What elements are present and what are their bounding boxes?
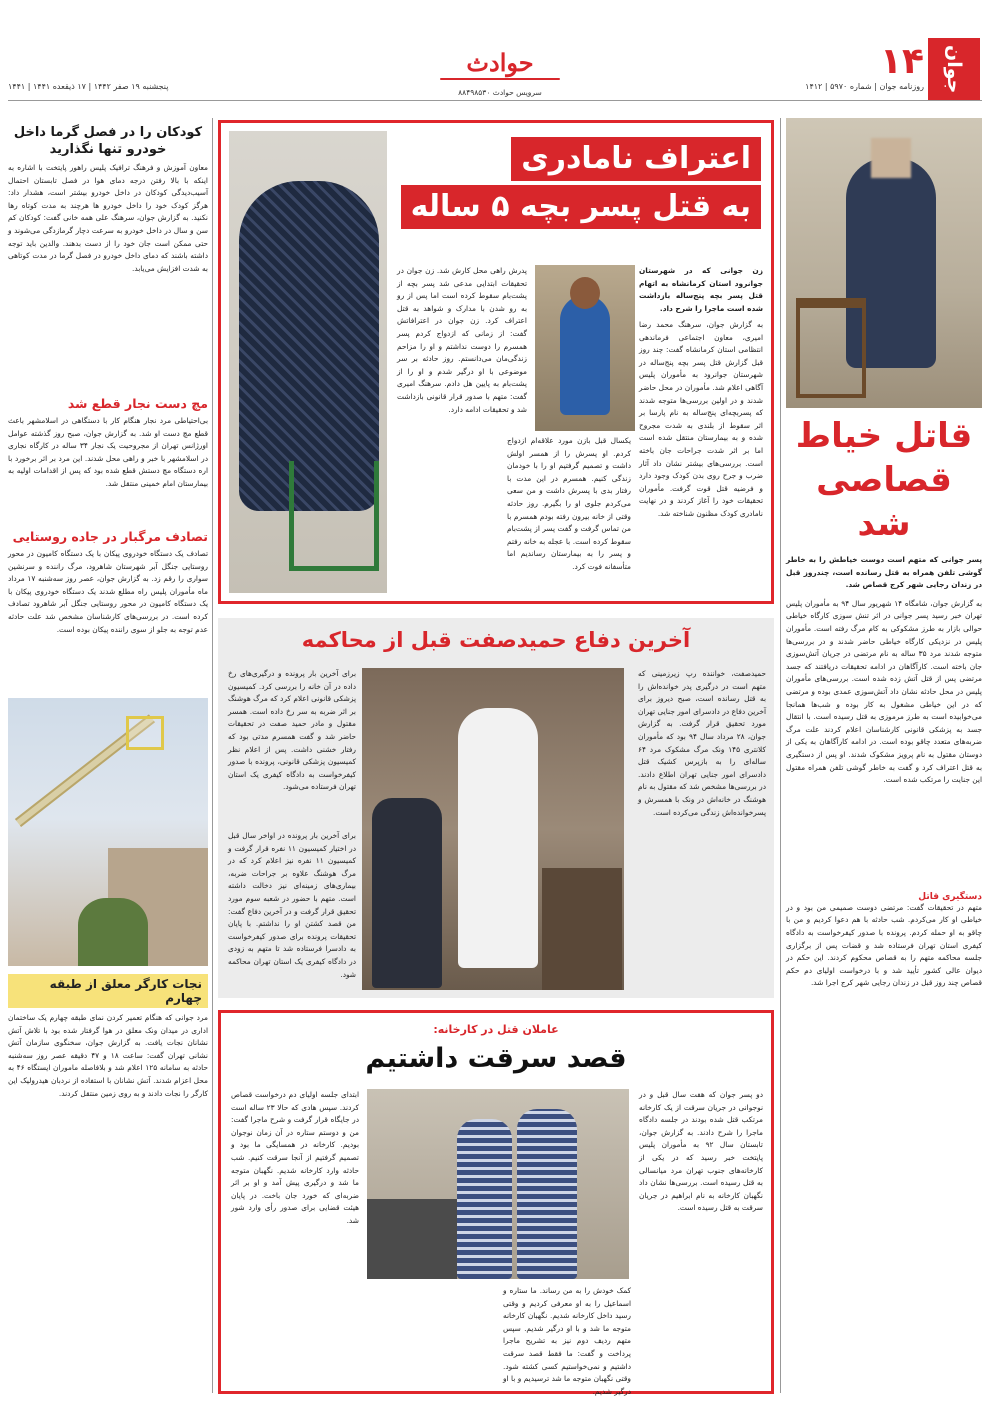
sidebar-story-3-title: تصادف مرگبار در جاده روستایی [12, 529, 208, 544]
sidebar-story-1-body: معاون آموزش و فرهنگ ترافیک پلیس راهور پایتخت با اشاره به اینکه با بالا رفتن درجه دمای هوا در فصل تابستان احتمال آسیب‌دیدگی کودکان در داخل خودرو بیشتر است، هشدار داد: هرگز کودک خود را داخل خودرو ها هرچند به مدت کوتاه رها نکنید. به گزارش جوان، سرهنگ علی همه خانی گفت: کودکان کم سن و سال در داخل خودرو به سرعت دچار گرمازدگی می‌شوند و حتی ممکن است جان خود را از دست بدهند. والدین باید توجه داشته باشند که دمای داخل خودرو در فصل گرما در مدت کوتاهی به شدت افزایش می‌یابد. [8, 163, 208, 273]
mother-col1: به گزارش جوان، سرهنگ محمد رضا امیری، معاون اجتماعی فرماندهی انتظامی استان کرمانشاه گفت: چند روز قبل گزارش قتل پسر بچه پنج‌ساله در شهرستان جوانرود به مأموران پلیس آگاهی اعلام شد. مأموران در محل حاضر شدند و در اولین بررسی‌ها متوجه شدند که پسربچه‌ای پنج‌ساله به نام پارسا بر اثر سقوط از بلندی به شدت مجروح شده و به بیمارستان منتقل شده است اما بر اثر شدت جراحات جان باخته است. بررسی‌های بیشتر نشان داد آثار ضرب و جرح روی بدن کودک وجود دارد و فرضیه قتل قوت گرفت. مأموران تحقیقات خود را آغاز کردند و در نهایت نامادری کودک مظنون شناخته شد. [639, 320, 763, 518]
section-title-text: حوادث [466, 48, 534, 77]
sidebar-column [8, 118, 208, 1393]
mother-title-line2-text: به قتل پسر بچه ۵ ساله [410, 189, 751, 224]
logo-text: جوان [943, 44, 965, 94]
page-number: ۱۴ [880, 41, 924, 82]
section-swash [440, 78, 560, 80]
defense-col3: برای آخرین بار پرونده و درگیری‌های رخ داده در آن خانه را بررسی کرد. کمیسیون پزشکی قانونی اعلام کرد که مرگ هوشنگ بر اثر ضربه به سر رخ داده است. همسر مقتول و مادر حمید صفت در تحقیقات حاضر شد و گفت همسرم مدتی بود که رفتار خشنی داشت. پس از اعلام نظر کمیسیون پزشکی قانونی، پرونده با صدور کیفرخواست به دادگاه کیفری یک استان تهران فرستاده می‌شود. [228, 669, 356, 792]
rescue-basket [126, 716, 164, 750]
mother-story [218, 120, 774, 604]
child-figure [560, 295, 610, 415]
fire-rescue-photo [8, 698, 208, 966]
officer-figure [372, 798, 442, 988]
theft-col2: کمک خودش را به من رساند. ما ستاره و اسماعیل را به او معرفی کردیم و وقتی رسید داخل کارخانه شدیم. نگهبان کارخانه متوجه ما شد و با او درگیر شدیم. سپس متهم ردیف دوم نیز به تشریح ماجرا پرداخت و گفت: ما فقط قصد سرقت داشتیم و نمی‌خواستیم کسی کشته شود. وقتی نگهبان متوجه ما شد ترسیدیم و با او درگیر شدیم. [503, 1286, 631, 1396]
defense-col4: برای آخرین بار پرونده در اواخر سال قبل در اختیار کمیسیون ۱۱ نفره قرار گرفت و کمیسیون ۱۱ نفره نیز اعلام کرد که در مرگ هوشنگ علاوه بر جراحات ضربه، بیماری‌های زمینه‌ای نیز دخالت داشته است. متهم با حضور در شعبه سوم مورد تحقیق قرار گرفت و در آخرین دفاع گفت: من قصد کشتن او را نداشتم. با پایان تحقیقات پرونده برای صدور کیفرخواست به دادسرا فرستاده شد تا متهم به زودی در دادگاه کیفری یک استان تهران محاکمه شود. [228, 831, 356, 979]
mother-title-line1-text: اعتراف نامادری [521, 141, 751, 176]
audience-shape [367, 1199, 457, 1279]
mother-title-line2 [401, 185, 761, 229]
mother-col3: پدرش راهی محل کارش شد. زن جوان در تحقیقات ابتدایی مدعی شد پسر بچه از پشت‌بام سقوط کرده است اما پس از رو به رو شدن با مدارک و شواهد به قتل اعتراف کرد. زن جوان در اعترافاتش گفت: از زمانی که ازدواج کردم پسر همسرم را دوست نداشتم و او را مزاحم زندگی‌مان می‌دانستم. روز حادثه بر سر موضوعی با او درگیر شدم و او را از پشت‌بام به پایین هل دادم. سرهنگ امیری گفت: متهم با صدور قرار قانونی بازداشت شد و تحقیقات ادامه دارد. [397, 266, 527, 414]
defendant-1-figure [517, 1109, 577, 1279]
sidebar-story-4-body: مرد جوانی که هنگام تعمیر کردن نمای طبقه چهارم یک ساختمان اداری در میدان ونک معلق در هوا گرفتار شده بود با تلاش آتش نشانان نجات یافت. به گزارش جوان، سخنگوی سازمان آتش نشانی تهران گفت: ساعت ۱۸ و ۴۷ دقیقه عصر روز سه‌شنبه حادثه به سامانه ۱۲۵ اعلام شد و بلافاصله ماموران ایستگاه ۴۶ به محل اعزام شدند. آتش نشانان با استفاده از نردبان هیدرولیک این کارگر را نجات دادند و به روی زمین منتقل کردند. [8, 1013, 209, 1098]
tree-shape [78, 898, 148, 966]
tailor-title-line1: قاتل خیاط [795, 416, 973, 456]
theft-story [218, 1010, 774, 1394]
tailor-body: به گزارش جوان، شامگاه ۱۴ شهریور سال ۹۴ به مأموران پلیس تهران خبر رسید پسر جوانی در اثر تنش سوزی کارگاه خیاطی حوالی بازار به طرز مشکوکی به کام مرگ رفته است. مأموران پلیس در نزدیکی کارگاه خیاطی حاضر شدند و در بررسی‌ها متوجه شدند مرد ۳۵ ساله به نام مرتضی در جریان آتش‌سوزی جان باخته است. کارآگاهان در ادامه تحقیقات دریافتند که جسد مرتضی پس از قتل آتش زده شده است. بررسی‌های مأموران پلیس در محل حادثه نشان داد آتش‌سوزی عمدی بوده و مرتضی که در این خیاطی مشغول به کار بوده و شب‌ها همانجا می‌خوابیده است به طرز مرموزی به قتل رسیده است. با انتقال جسد به پزشکی قانونی کارشناسان اعلام کردند علت مرگ ضربه‌های متعدد چاقو بوده است. در ادامه کارآگاهان به یکی از دوستان مقتول به نام پرویز مشکوک شدند. او پس از دستگیری به قتل اعتراف کرد و گفت به خاطر گوشی تلفن همراه مقتول این جنایت را مرتکب شده است. [786, 598, 983, 785]
defense-col1: حمیدصفت، خواننده رپ زیرزمینی که متهم است در درگیری پدر خوانده‌اش را به قتل رسانده است، صبح دیروز برای آخرین دفاع در دادسرای امور جنایی تهران مورد تحقیق قرار گرفت. به گزارش جوان، ۲۸ مرداد سال ۹۴ بود که مأموران کلانتری ۱۴۵ ونک مرگ مشکوک مرد ۶۴ ساله‌ای را به بازپرس کشیک قتل دادسرای امور جنایی تهران اطلاع دادند. در بررسی‌ها مشخص شد که مقتول به نام هوشنگ در خانه‌اش در ونک با همسرش و پسرخوانده‌اش زندگی می‌کرده است. [638, 669, 766, 817]
defense-story [218, 618, 774, 998]
sidebar-story-4-title: نجات کارگر معلق از طبقه چهارم [8, 974, 208, 1008]
suspect-face-blur [871, 138, 911, 178]
right-column-divider [780, 118, 781, 1393]
sidebar-divider [212, 118, 213, 1393]
bench-shape [542, 868, 622, 990]
header-rule [8, 100, 982, 101]
sidebar-story-1-title: کودکان را در فصل گرما داخل خودرو تنها نگذارید [13, 125, 203, 157]
child-face [570, 277, 600, 309]
theft-kicker: عاملان قتل در کارخانه: [433, 1023, 559, 1036]
tailor-subhead: دستگیری قاتل [918, 891, 982, 902]
tailor-title-line2: قصاصی شد [816, 460, 952, 544]
mother-lead: زن جوانی که در شهرستان جوانرود استان کرمانشاه به اتهام قتل پسر بچه پنج‌ساله بازداشت شده است ماجرا را شرح داد. [639, 266, 763, 313]
defendant-2-figure [457, 1119, 512, 1279]
green-chair [289, 461, 379, 571]
stepmother-photo [229, 131, 387, 593]
date-line: پنجشنبه ۱۹ صفر ۱۴۴۲ | ۱۷ ذیقعده ۱۴۴۱ | ۱۴۴۱ [8, 82, 169, 91]
child-photo [535, 265, 635, 431]
chair-shape [796, 298, 866, 398]
defendant-figure [458, 708, 538, 968]
mother-col2: یکسال قبل بازن مورد علاقه‌ام ازدواج کردم. او پسرش را از همسر اولش داشت و تصمیم گرفتیم او را با خودمان زندگی کنیم. همسرم در این مدت با رفتار بدی با پسرش داشت و من سعی می‌کردم جلوی او را بگیرم. روز حادثه وقتی از خانه بیرون رفته بودم همسرم با من تماس گرفت و گفت پسر از پشت‌بام سقوط کرده است. با عجله به خانه رفتم و پسر را به بیمارستان رساندیم اما متأسفانه فوت کرد. [507, 436, 631, 571]
tailor-story [786, 118, 982, 1393]
section-service: سرویس حوادث ۸۸۴۹۸۵۳۰ [458, 88, 542, 97]
newspaper-info: روزنامه جوان | شماره ۵۹۷۰ | ۱۴۱۲ [805, 82, 924, 91]
tailor-body-2: متهم در تحقیقات گفت: مرتضی دوست صمیمی من بود و در خیاطی او کار می‌کردم. شب حادثه با هم دعوا کردیم و من با چاقو به او حمله کردم. پرونده با صدور کیفرخواست به دادگاه کیفری استان تهران فرستاده شد و قضات پس از برگزاری جلسه محاکمه متهم را به قصاص محکوم کردند. این حکم در دیوان عالی کشور تأیید شد و با درخواست اولیای دم حکم قصاص چند روز قبل در زندان رجایی شهر کرج اجرا شد. [786, 902, 982, 988]
tailor-suspect-photo [786, 118, 982, 408]
sidebar-story-3-body: تصادف یک دستگاه خودروی پیکان با یک دستگاه کامیون در محور روستایی جنگل آبر شهرستان شاهرود، مرگ راننده و سرنشین سواری را رقم زد. به گزارش جوان، عصر روز سه‌شنبه ۱۷ مرداد ماه مأموران پلیس راه مطلع شدند یک دستگاه خودروی پیکان با یک دستگاه کامیون در محور روستایی جنگل آبر شاهرود تصادف کرده است. در بررسی‌های کارشناسان مشخص شد علت حادثه عدم توجه به جلو از سوی راننده پیکان بوده است. [8, 549, 208, 634]
newspaper-logo [928, 38, 980, 100]
sidebar-story-2-title: مچ دست نجار قطع شد [67, 396, 208, 411]
sidebar-story-2-body: بی‌احتیاطی مرد نجار هنگام کار با دستگاهی در اسلامشهر باعث قطع مچ دست او شد. به گزارش جوان، صبح روز گذشته عوامل اورژانس تهران از مجروحیت یک نجار ۳۴ ساله در کارگاه نجاری در اسلامشهر با خبر و راهی محل شدند. این مرد بر اثر برخورد با اره دستگاه مچ دستش قطع شده بود که پس از اقدامات اولیه به بیمارستان امام خمینی منتقل شد. [8, 416, 208, 488]
defense-title: آخرین دفاع حمیدصفت قبل از محاکمه [301, 628, 691, 652]
section-title [440, 48, 560, 84]
theft-defendants-photo [367, 1089, 629, 1279]
mother-title-line1 [511, 137, 761, 181]
page-header [0, 0, 990, 100]
theft-title: قصد سرقت داشتیم [365, 1043, 627, 1074]
theft-col1: دو پسر جوان که هفت سال قبل و در نوجوانی در جریان سرقت از یک کارخانه مرتکب قتل شده بودند در جلسه دادگاه ماجرا را شرح دادند. به گزارش جوان، تابستان سال ۹۲ به مأموران پلیس پایتخت خبر رسید که در یکی از کارخانه‌های جنوب تهران مرد میانسالی به قتل رسیده است. بررسی‌ها نشان داد نگهبان کارخانه به نام ابراهیم در جریان سرقت به قتل رسیده است. [639, 1090, 763, 1213]
mother-headline [391, 137, 761, 229]
courtroom-photo [362, 668, 624, 990]
tailor-lead: پسر جوانی که متهم است دوست خیاطش را به خاطر گوشی تلفن همراه به قتل رسانده است، چندروز قبل در زندان رجایی شهر کرج قصاص شد. [786, 555, 982, 590]
theft-col3: ابتدای جلسه اولیای دم درخواست قصاص کردند. سپس هادی که حالا ۲۳ ساله است در جایگاه قرار گرفت و شرح ماجرا گفت: من و دوستم ستاره در آن زمان نوجوان بودیم. کارخانه در همسایگی ما بود و تصمیم گرفتیم از آنجا سرقت کنیم. شب حادثه وارد کارخانه شدیم. نگهبان متوجه ما شد و درگیری پیش آمد و او بر اثر ضربه‌ای که خورد جان باخت. در پایان هیئت قضایی برای صدور رأی وارد شور شد. [231, 1090, 359, 1225]
